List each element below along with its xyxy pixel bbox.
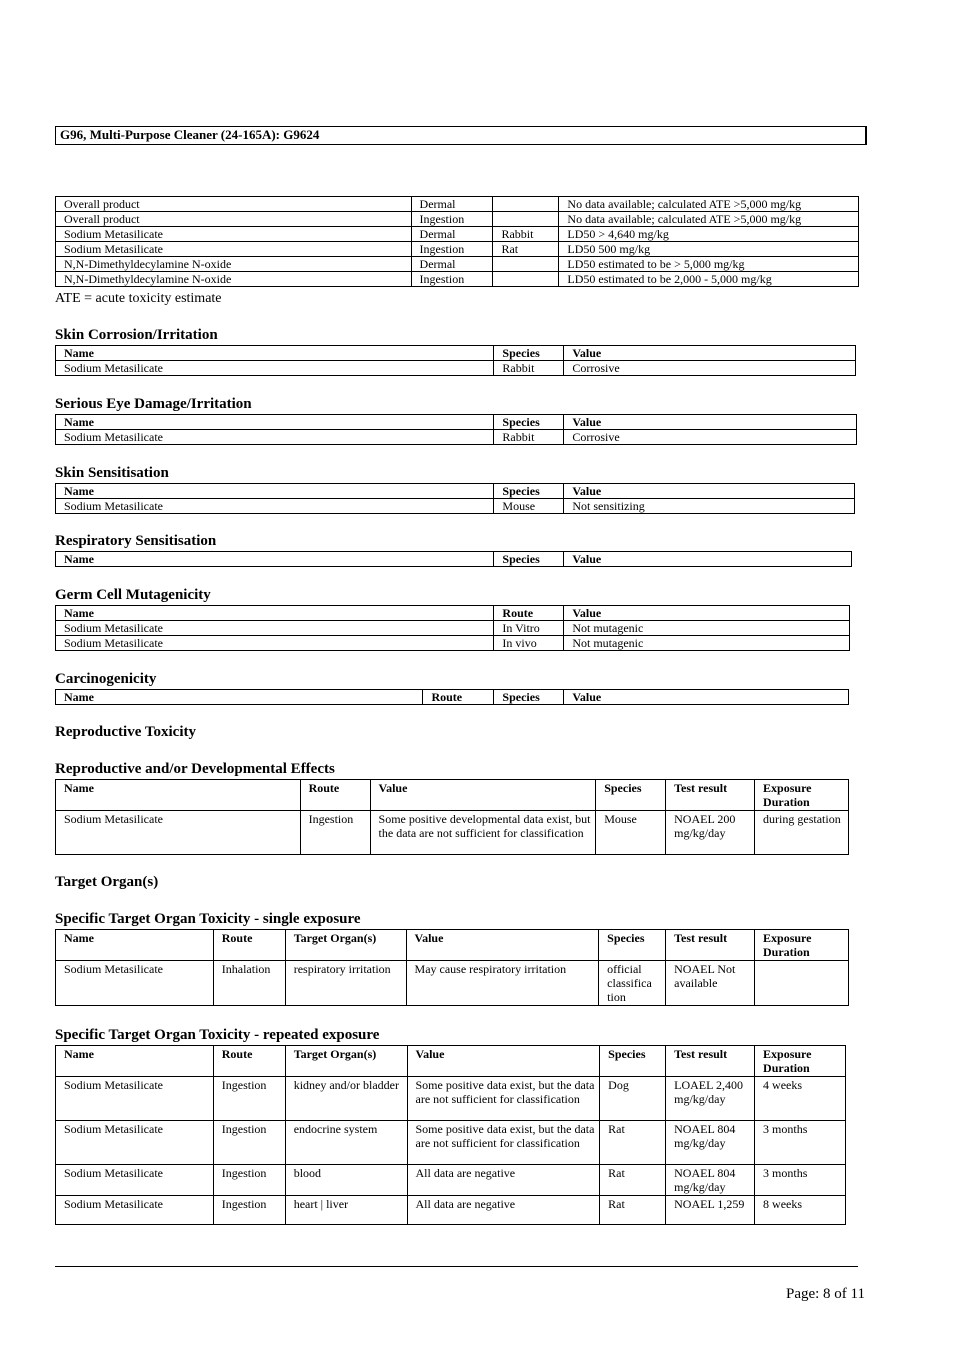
footer-divider — [55, 1266, 858, 1267]
section-title-skin-corrosion: Skin Corrosion/Irritation — [55, 327, 218, 343]
table-header-row: Name Route Target Organ(s) Value Species Test result Exposure Duration — [56, 1046, 846, 1077]
page-number: Page: 8 of 11 — [785, 1286, 865, 1302]
section-title-reproductive: Reproductive Toxicity — [55, 724, 196, 740]
ate-note: ATE = acute toxicity estimate — [55, 291, 222, 306]
section-title-target-organs: Target Organ(s) — [55, 874, 159, 890]
skin-sensitisation-table — [55, 483, 855, 514]
table-header-row: Name Route Value Species Test result Exposure Duration — [56, 780, 849, 811]
table-header-row: Name Species Value — [56, 484, 855, 499]
table-header-row: Name Species Value — [56, 346, 856, 361]
reproductive-table — [55, 779, 849, 855]
eye-damage-table — [55, 414, 857, 445]
table-row: Sodium Metasilicate Ingestion Some positive developmental data exist, but the data are not sufficient for classification Mouse NOAEL 200 mg/kg/day during gestation — [56, 811, 849, 855]
table-row: Sodium Metasilicate In vivo Not mutagenic — [56, 636, 850, 651]
section-title-reproductive-effects: Reproductive and/or Developmental Effects — [55, 761, 335, 777]
germ-cell-table — [55, 605, 850, 651]
acute-toxicity-table — [55, 196, 859, 287]
table-row: Sodium Metasilicate Ingestion Rat LD50 500 mg/kg — [56, 242, 859, 257]
table-row: Sodium Metasilicate Rabbit Corrosive — [56, 430, 857, 445]
section-title-germ-cell: Germ Cell Mutagenicity — [55, 587, 211, 603]
section-title-eye-damage: Serious Eye Damage/Irritation — [55, 396, 252, 412]
skin-corrosion-table — [55, 345, 856, 376]
table-row: N,N-Dimethyldecylamine N-oxide Ingestion LD50 estimated to be 2,000 - 5,000 mg/kg — [56, 272, 859, 287]
table-row: Sodium Metasilicate Rabbit Corrosive — [56, 361, 856, 376]
table-row: Sodium Metasilicate In Vitro Not mutagenic — [56, 621, 850, 636]
document-header — [55, 126, 867, 145]
section-title-carcinogenicity: Carcinogenicity — [55, 671, 157, 687]
document-title: G96, Multi-Purpose Cleaner (24-165A): G9624 — [60, 127, 320, 142]
single-exposure-table — [55, 929, 849, 1006]
table-row: Sodium Metasilicate Ingestion kidney and/or bladder Some positive data exist, but the data are not sufficient for classification Dog LOAEL 2,400 mg/kg/day 4 weeks — [56, 1077, 846, 1121]
respiratory-sensitisation-table — [55, 551, 852, 567]
section-title-respiratory-sensitisation: Respiratory Sensitisation — [55, 533, 217, 549]
table-row: Sodium Metasilicate Ingestion heart | liver All data are negative Rat NOAEL 1,259 8 weeks — [56, 1196, 846, 1225]
table-row: Sodium Metasilicate Ingestion blood All data are negative Rat NOAEL 804 mg/kg/day 3 months — [56, 1165, 846, 1196]
table-header-row: Name Route Species Value — [56, 690, 849, 705]
table-row: N,N-Dimethyldecylamine N-oxide Dermal LD50 estimated to be > 5,000 mg/kg — [56, 257, 859, 272]
table-header-row: Name Species Value — [56, 552, 852, 567]
table-header-row: Name Route Value — [56, 606, 850, 621]
carcinogenicity-table — [55, 689, 849, 705]
table-row: Sodium Metasilicate Mouse Not sensitizing — [56, 499, 855, 514]
acute-toxicity-body — [56, 197, 859, 287]
table-row: Sodium Metasilicate Inhalation respiratory irritation May cause respiratory irritation official classifica tion NOAEL Not available — [56, 961, 849, 1006]
table-row: Sodium Metasilicate Dermal Rabbit LD50 > 4,640 mg/kg — [56, 227, 859, 242]
table-row: Overall product Dermal No data available; calculated ATE >5,000 mg/kg — [56, 197, 859, 212]
table-header-row: Name Route Target Organ(s) Value Species Test result Exposure Duration — [56, 930, 849, 961]
section-title-skin-sensitisation: Skin Sensitisation — [55, 465, 169, 481]
table-row: Sodium Metasilicate Ingestion endocrine system Some positive data exist, but the data are not sufficient for classification Rat NOAEL 804 mg/kg/day 3 months — [56, 1121, 846, 1165]
repeated-exposure-table — [55, 1045, 846, 1225]
table-header-row: Name Species Value — [56, 415, 857, 430]
table-row: Overall product Ingestion No data available; calculated ATE >5,000 mg/kg — [56, 212, 859, 227]
section-title-repeated-exposure: Specific Target Organ Toxicity - repeated exposure — [55, 1027, 380, 1043]
section-title-single-exposure: Specific Target Organ Toxicity - single exposure — [55, 911, 361, 927]
